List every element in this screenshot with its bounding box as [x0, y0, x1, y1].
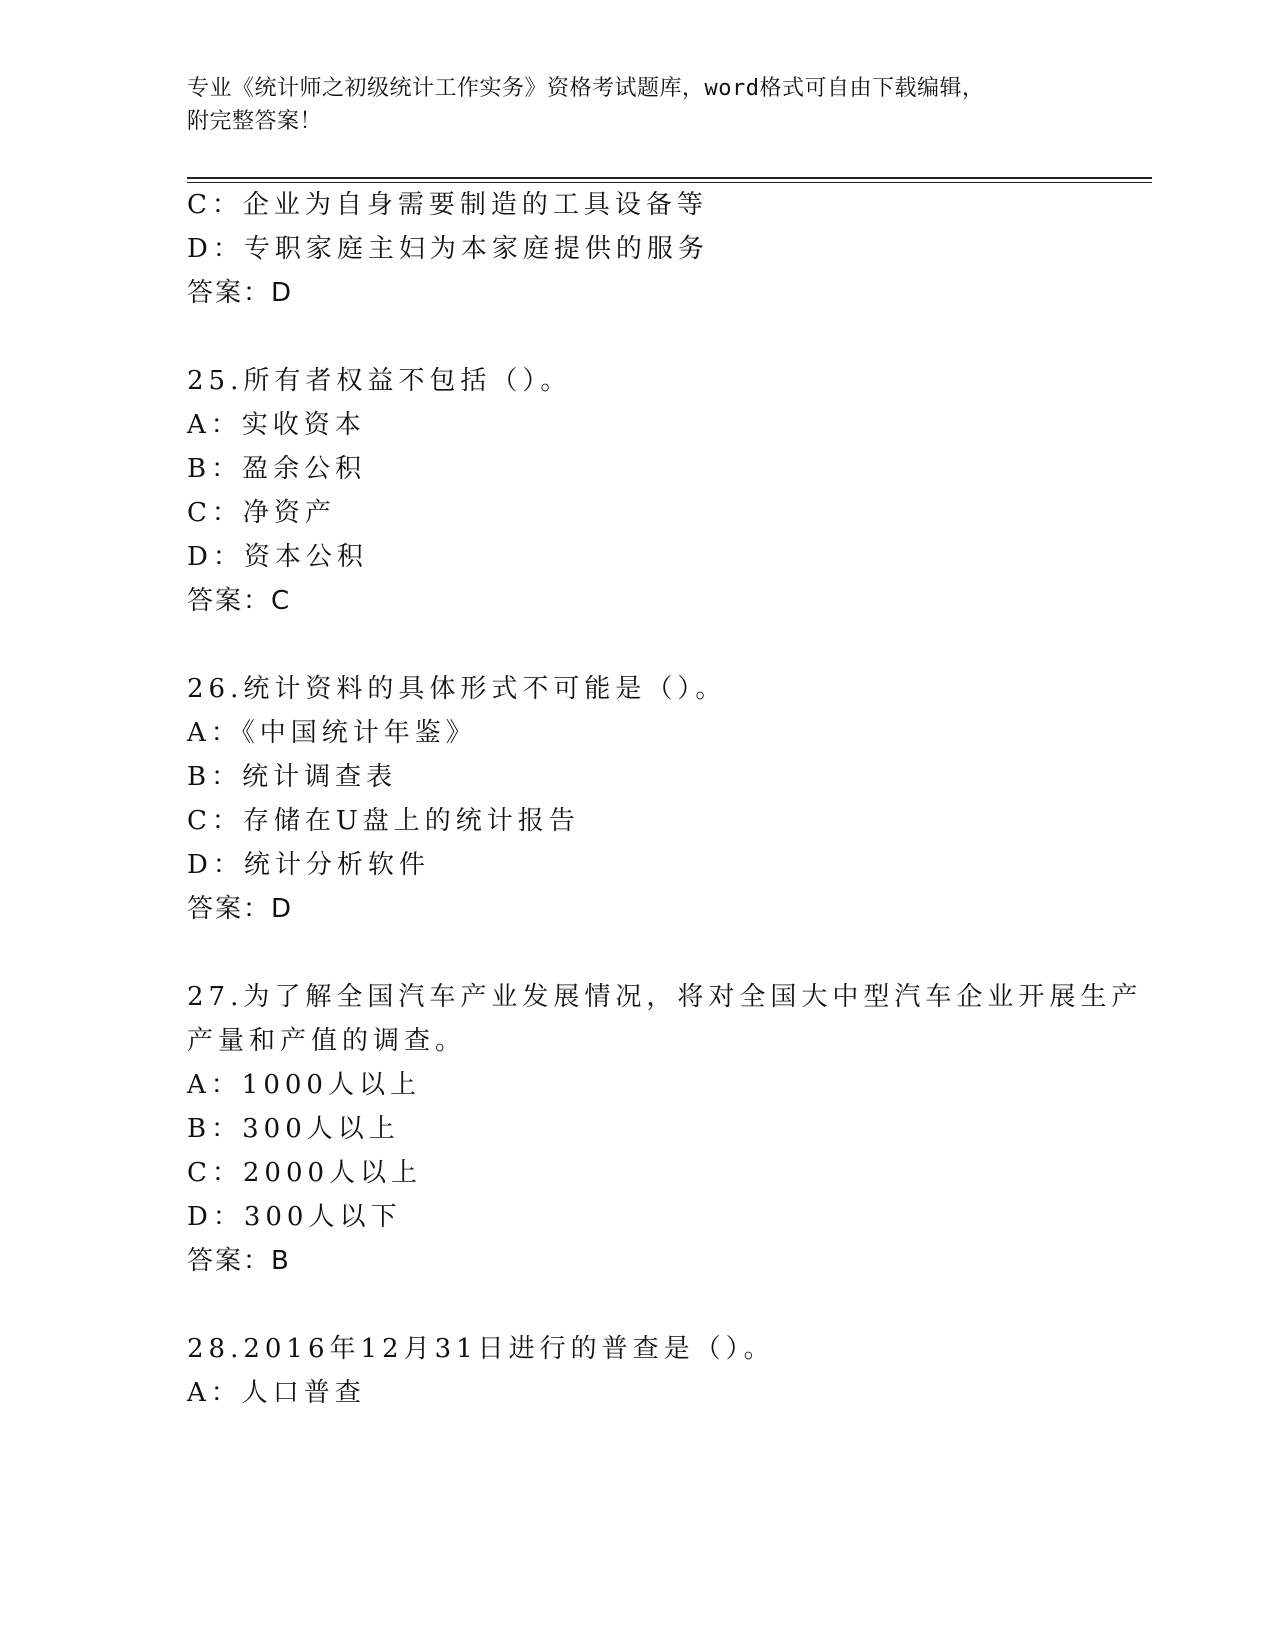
header-line-1: 专业《统计师之初级统计工作实务》资格考试题库，word格式可自由下载编辑， [187, 76, 985, 101]
option-c: C：企业为自身需要制造的工具设备等 [187, 190, 708, 220]
option-a: A：人口普查 [187, 1378, 366, 1408]
option-a: A：1000人以上 [187, 1070, 421, 1100]
question-stem: 27.为了解全国汽车产业发展情况，将对全国大中型汽车企业开展生产 [187, 982, 1143, 1012]
option-c: C：存储在U盘上的统计报告 [187, 806, 580, 836]
option-d: D：资本公积 [187, 542, 368, 572]
option-a: A：《中国统计年鉴》 [187, 718, 477, 748]
question-stem: 28.2016年12月31日进行的普查是（）。 [187, 1334, 775, 1364]
question-stem-continued: 产量和产值的调查。 [187, 1026, 467, 1056]
answer-line: 答案：D [187, 894, 294, 924]
header-line-2: 附完整答案！ [187, 109, 323, 134]
answer-line: 答案：D [187, 278, 294, 308]
option-d: D：专职家庭主妇为本家庭提供的服务 [187, 234, 709, 264]
header-divider [187, 177, 1152, 179]
option-b: B：300人以上 [187, 1114, 400, 1144]
option-b: B：统计调查表 [187, 762, 398, 792]
option-c: C：2000人以上 [187, 1158, 423, 1188]
answer-line: 答案：B [187, 1246, 291, 1276]
answer-line: 答案：C [187, 586, 292, 616]
document-header [187, 72, 1067, 138]
option-d: D：300人以下 [187, 1202, 402, 1232]
header-divider-thin [187, 182, 1152, 183]
option-a: A：实收资本 [187, 410, 366, 440]
question-stem: 25.所有者权益不包括（）。 [187, 366, 572, 396]
option-b: B：盈余公积 [187, 454, 367, 484]
option-c: C：净资产 [187, 498, 336, 528]
question-stem: 26.统计资料的具体形式不可能是（）。 [187, 674, 727, 704]
option-d: D：统计分析软件 [187, 850, 430, 880]
